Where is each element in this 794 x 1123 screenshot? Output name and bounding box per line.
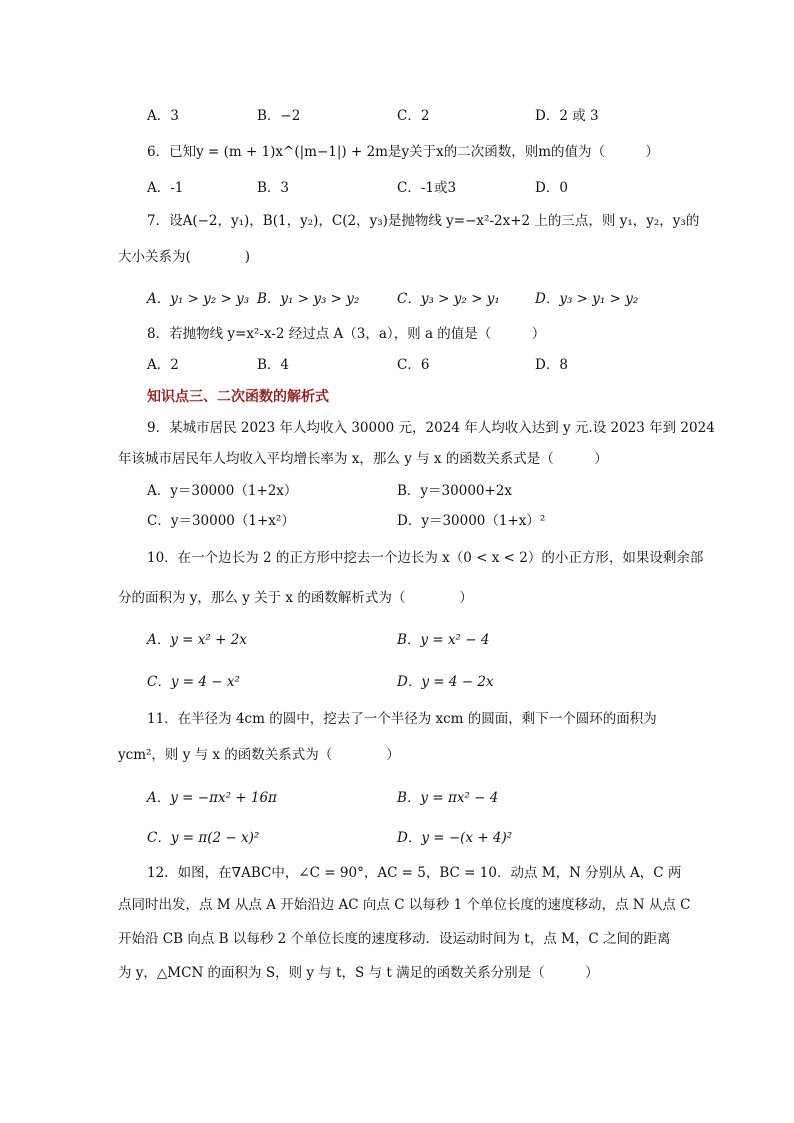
q6-option-c: C．-1或3 xyxy=(397,180,457,196)
q8-option-c: C．6 xyxy=(397,357,430,373)
q7-stem-line1: 7．设A(−2，y₁)，B(1，y₂)，C(2，y₃)是抛物线 y=−x²-2x+2 上的三点，则 y₁，y₂，y₃的 xyxy=(147,213,700,229)
q9-option-b: B．y＝30000+2x xyxy=(397,483,513,499)
q8-options xyxy=(147,353,707,373)
q8-option-b: B．4 xyxy=(257,357,290,373)
q11-option-a: A．y = −πx² + 16π xyxy=(147,790,277,806)
q9-stem-line1: 9．某城市居民 2023 年人均收入 30000 元，2024 年人均收入达到 y 元.设 2023 年到 2024 xyxy=(147,420,715,436)
q10-option-a: A．y = x² + 2x xyxy=(147,632,247,648)
q6-stem: 6．已知y = (m + 1)x^(|m−1|) + 2m是y关于x的二次函数，则m的值为（ ） xyxy=(147,144,660,160)
q10-options-row2 xyxy=(147,670,707,690)
q12-stem-line4: 为 y，△MCN 的面积为 S，则 y 与 t，S 与 t 满足的函数关系分别是（ ） xyxy=(118,965,599,981)
q9-option-a: A．y＝30000（1+2x） xyxy=(147,483,298,499)
section-heading: 知识点三、二次函数的解析式 xyxy=(147,389,329,405)
q9-option-d: D．y＝30000（1+x）² xyxy=(397,513,546,529)
q11-options-row1 xyxy=(147,786,707,806)
q8-option-d: D．8 xyxy=(535,357,568,373)
q10-options-row1 xyxy=(147,628,707,648)
q7-option-a: A．y₁ > y₂ > y₃ xyxy=(147,291,250,307)
q10-stem-line1: 10．在一个边长为 2 的正方形中挖去一个边长为 x（0 < x < 2）的小正方形，如果设剩余部 xyxy=(147,550,704,566)
q11-stem-line2: ycm²，则 y 与 x 的函数关系式为（ ） xyxy=(118,747,400,763)
q10-stem-line2: 分的面积为 y，那么 y 关于 x 的函数解析式为（ ） xyxy=(118,590,473,606)
q8-stem: 8．若抛物线 y=x²-x-2 经过点 A（3，a），则 a 的值是（ ） xyxy=(147,326,546,342)
q5-options xyxy=(147,104,707,124)
q5-option-d: D．2 或 3 xyxy=(535,108,599,124)
q10-option-b: B．y = x² − 4 xyxy=(397,632,490,648)
q6-option-b: B．3 xyxy=(257,180,290,196)
q10-option-d: D．y = 4 − 2x xyxy=(397,674,494,690)
q12-stem-line3: 开始沿 CB 向点 B 以每秒 2 个单位长度的速度移动．设运动时间为 t，点 M，C 之间的距离 xyxy=(118,931,671,947)
q11-option-b: B．y = πx² − 4 xyxy=(397,790,499,806)
q9-option-c: C．y＝30000（1+x²） xyxy=(147,513,295,529)
q12-stem-line1: 12．如图，在∇ABC中，∠C = 90°，AC = 5，BC = 10．动点 M，N 分别从 A，C 两 xyxy=(147,865,682,881)
q5-option-b: B．−2 xyxy=(257,108,301,124)
q9-options-row1 xyxy=(147,479,707,499)
q12-stem-line2: 点同时出发，点 M 从点 A 开始沿边 AC 向点 C 以每秒 1 个单位长度的速度移动，点 N 从点 C xyxy=(118,897,691,913)
q11-option-d: D．y = −(x + 4)² xyxy=(397,830,513,846)
q5-option-c: C．2 xyxy=(397,108,430,124)
q5-option-a: A．3 xyxy=(147,108,179,124)
q6-option-a: A．-1 xyxy=(147,180,184,196)
q8-option-a: A．2 xyxy=(147,357,179,373)
q7-options xyxy=(147,287,707,307)
q7-stem-line2: 大小关系为( ) xyxy=(118,249,251,265)
q7-option-c: C．y₃ > y₂ > y₁ xyxy=(397,291,500,307)
q11-stem-line1: 11．在半径为 4cm 的圆中，挖去了一个半径为 xcm 的圆面，剩下一个圆环的面积为 xyxy=(147,711,657,727)
q10-option-c: C．y = 4 − x² xyxy=(147,674,240,690)
q6-options xyxy=(147,176,707,196)
q6-option-d: D．0 xyxy=(535,180,568,196)
q7-option-d: D．y₃ > y₁ > y₂ xyxy=(535,291,639,307)
q11-options-row2 xyxy=(147,826,707,846)
q7-option-b: B．y₁ > y₃ > y₂ xyxy=(257,291,360,307)
q11-option-c: C．y = π(2 − x)² xyxy=(147,830,260,846)
q9-stem-line2: 年该城市居民年人均收入平均增长率为 x，那么 y 与 x 的函数关系式是（ ） xyxy=(118,451,608,467)
q9-options-row2 xyxy=(147,509,707,529)
